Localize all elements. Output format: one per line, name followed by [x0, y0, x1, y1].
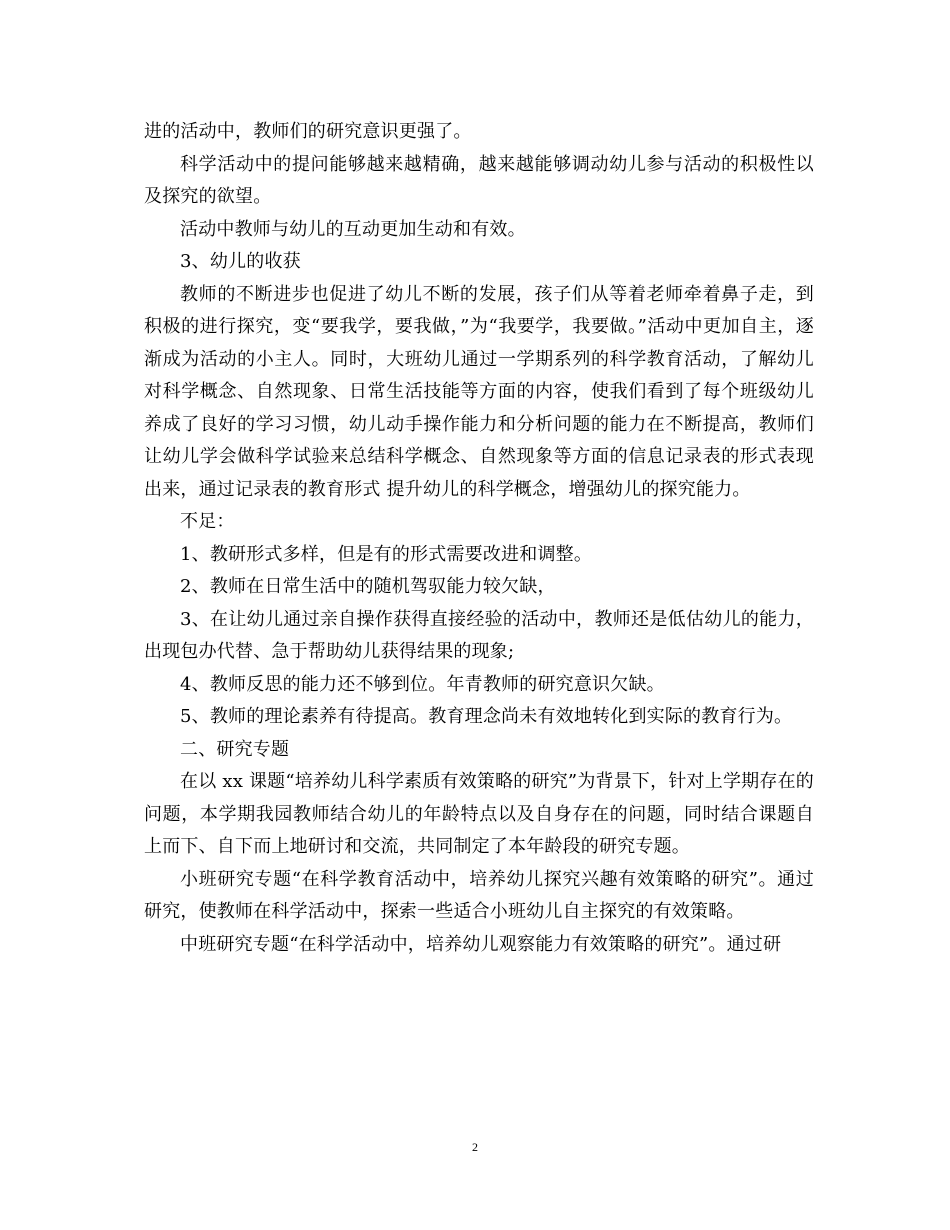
paragraph-13: 在以 xx 课题“培养幼儿科学素质有效策略的研究”为背景下，针对上学期存在的问题，本学期我园教师结合幼儿的年龄特点以及自身存在的问题，同时结合课题自上而下、自下而上地研讨和交流，共同制定了本年龄段的研究专题。 — [144, 771, 814, 857]
section-heading-research-topics: 二、研究专题 — [180, 738, 290, 760]
page-number: 2 — [472, 1140, 478, 1154]
shortcoming-item-5: 5、教师的理论素养有待提高。教育理念尚未有效地转化到实际的教育行为。 — [180, 706, 793, 727]
paragraph-15: 中班研究专题“在科学活动中，培养幼儿观察能力有效策略的研究”。通过研 — [180, 933, 782, 955]
document-body — [144, 116, 814, 961]
paragraph-1: 进的活动中，教师们的研究意识更强了。 — [144, 121, 472, 142]
paragraph-14: 小班研究专题“在科学教育活动中，培养幼儿探究兴趣有效策略的研究”。通过研究，使教师在科学活动中，探索一些适合小班幼儿自主探究的有效策略。 — [144, 868, 814, 922]
section-heading-children-gains: 3、幼儿的收获 — [180, 251, 301, 272]
shortcoming-item-2: 2、教师在日常生活中的随机驾驭能力较欠缺， — [180, 576, 556, 597]
shortcoming-item-1: 1、教研形式多样，但是有的形式需要改进和调整。 — [180, 543, 593, 565]
shortcoming-item-3: 3、在让幼儿通过亲自操作获得直接经验的活动中，教师还是低估幼儿的能力，出现包办代替、急于帮助幼儿获得结果的现象; — [144, 608, 814, 662]
paragraph-5: 教师的不断进步也促进了幼儿不断的发展，孩子们从等着老师牵着鼻子走，到积极的进行探究，变“要我学，要我做，”为“我要学，我要做。”活动中更加自主，逐渐成为活动的小主人。同时，大班幼儿通过一学期系列的科学教育活动，了解幼儿对科学概念、自然现象、日常生活技能等方面的内容，使我们看到了每个班级幼儿养成了良好的学习习惯，幼儿动手操作能力和分析问题的能力在不断提高，教师们让幼儿学会做科学试验来总结科学概念、自然现象等方面的信息记录表的形式表现出来，通过记录表的教育形式 提升幼儿的科学概念，增强幼儿的探究能力。 — [144, 283, 814, 500]
shortcoming-item-4: 4、教师反思的能力还不够到位。年青教师的研究意识欠缺。 — [180, 673, 665, 695]
paragraph-2: 科学活动中的提问能够越来越精确，越来越能够调动幼儿参与活动的积极性以及探究的欲望。 — [144, 153, 814, 207]
section-heading-shortcomings: 不足： — [180, 511, 235, 532]
paragraph-3: 活动中教师与幼儿的互动更加生动和有效。 — [180, 218, 526, 240]
